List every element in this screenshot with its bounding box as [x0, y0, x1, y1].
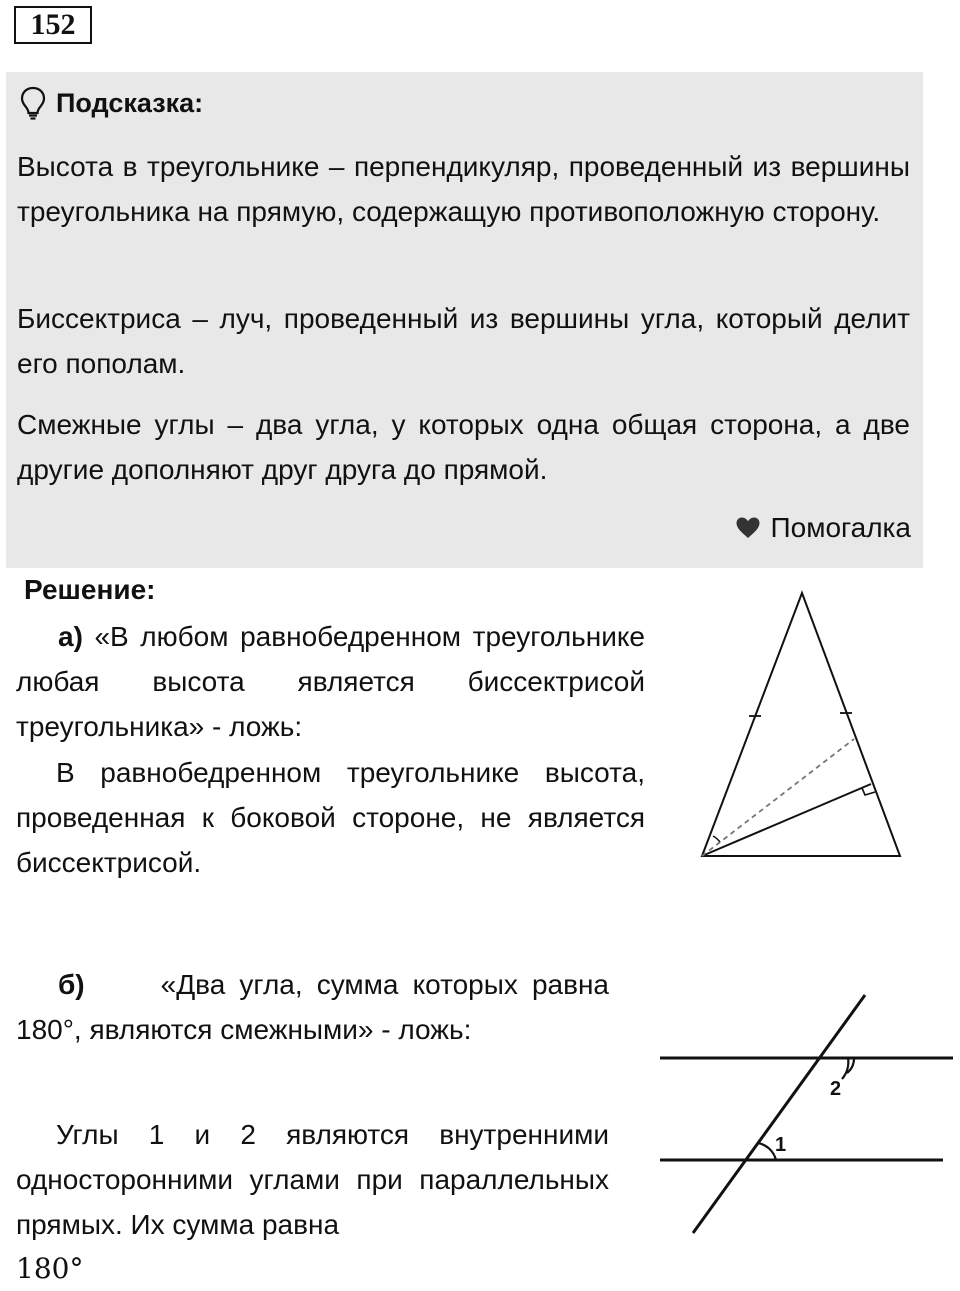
hint-box — [6, 72, 923, 568]
parallel-lines-figure — [655, 985, 955, 1245]
hint-paragraph-adjacent-angles: Смежные углы – два угла, у которых одна общая сторона, а две другие дополняют друг друга до прямой. — [17, 409, 910, 485]
hint-footer — [735, 512, 911, 544]
part-a-statement-text: «В любом равнобедренном треугольнике любая высота является биссектрисой треугольника» - ложь: — [16, 621, 645, 742]
task-number: 152 — [14, 6, 92, 44]
part-b-statement — [16, 962, 609, 1052]
angle-label-1: 1 — [775, 1134, 787, 1156]
part-b-explanation: Углы 1 и 2 являются внутренними односторонними углами при параллельных прямых. Их сумма равна — [16, 1119, 609, 1240]
right-angle-mark — [862, 788, 875, 795]
part-b-sum-value: 180° — [16, 1252, 84, 1285]
part-a-label: а) — [58, 621, 83, 652]
altitude-to-lateral-side — [702, 784, 871, 856]
solution-title: Решение: — [24, 574, 156, 605]
part-b-statement-text: «Два угла, сумма которых равна 180°, являются смежными» - ложь: — [16, 969, 609, 1045]
hint-title — [20, 88, 203, 118]
isosceles-triangle-figure — [690, 585, 910, 865]
part-b-label: б) — [58, 969, 85, 1000]
transversal-line — [693, 995, 865, 1233]
angle-2-arc-outer — [842, 1058, 848, 1079]
hint-paragraph-bisector: Биссектриса – луч, проведенный из вершины угла, который делит его пополам. — [17, 303, 910, 379]
part-a-statement — [16, 614, 645, 749]
angle-label-2: 2 — [830, 1078, 842, 1100]
hint-footer-text: Помогалка — [770, 512, 911, 543]
heart-icon — [735, 516, 761, 540]
hint-title-text: Подсказка: — [56, 87, 204, 118]
hint-paragraph-altitude: Высота в треугольнике – перпендикуляр, проведенный из вершины треугольника на прямую, содержащую противоположную сторону. — [17, 151, 910, 227]
lightbulb-icon — [20, 86, 46, 120]
angle-1-arc — [758, 1143, 776, 1160]
triangle-outline — [702, 593, 900, 856]
part-a-explanation: В равнобедренном треугольнике высота, проведенная к боковой стороне, не является биссектрисой. — [16, 757, 645, 878]
base-angle-arc — [713, 836, 720, 842]
